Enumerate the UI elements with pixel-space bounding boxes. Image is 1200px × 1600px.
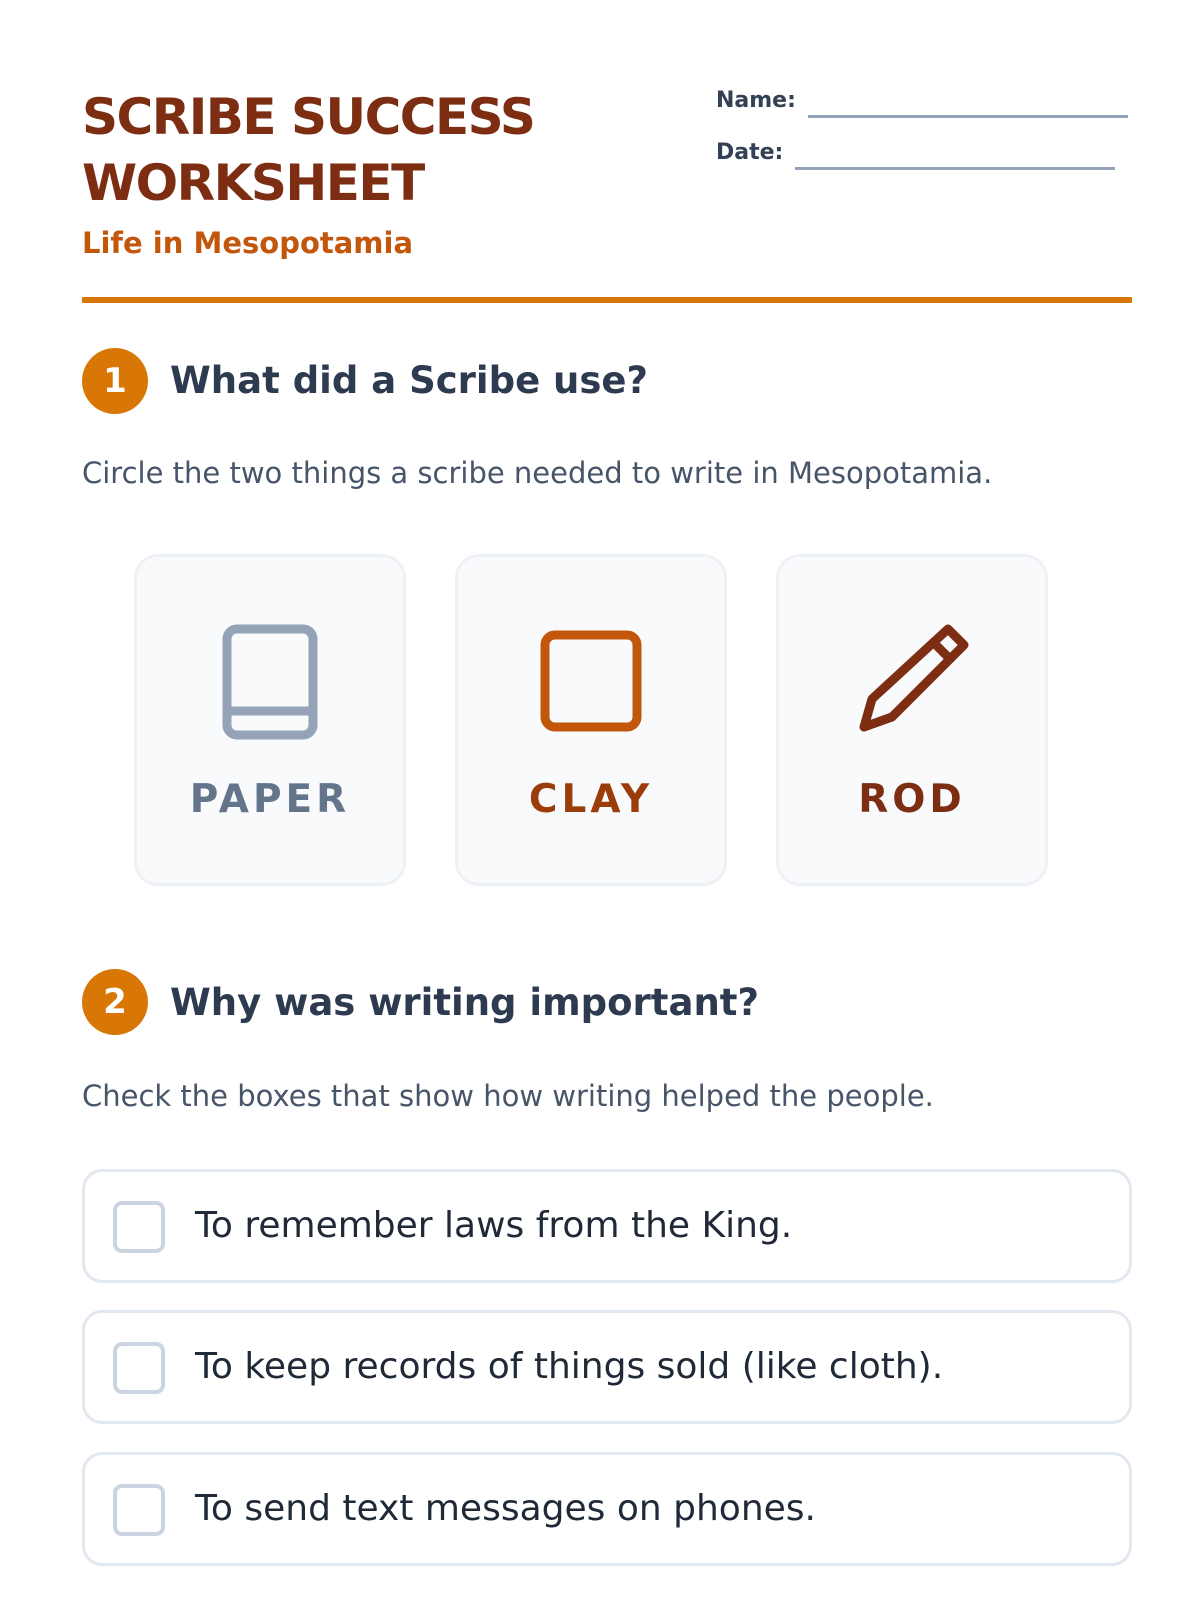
checklist-item-text: To remember laws from the King. <box>195 1205 793 1246</box>
checklist-item-text: To send text messages on phones. <box>195 1488 816 1529</box>
checklist-item[interactable] <box>82 1452 1132 1566</box>
date-line[interactable] <box>795 167 1115 170</box>
worksheet-page <box>82 0 1132 1600</box>
checklist-item-text: To keep records of things sold (like cloth). <box>195 1346 944 1387</box>
option-label-rod: ROD <box>858 777 966 822</box>
question-number-badge-2: 2 <box>82 969 148 1035</box>
checkbox[interactable] <box>113 1342 165 1394</box>
question-heading-1: What did a Scribe use? <box>170 359 648 402</box>
name-field[interactable] <box>716 88 1128 114</box>
option-label-paper: PAPER <box>189 777 351 822</box>
option-label-clay: CLAY <box>528 777 654 822</box>
checklist-item[interactable] <box>82 1169 1132 1283</box>
name-line[interactable] <box>808 115 1128 118</box>
pencil-icon <box>852 617 972 747</box>
option-card-clay[interactable] <box>455 554 727 886</box>
checkbox[interactable] <box>113 1201 165 1253</box>
page-subtitle: Life in Mesopotamia <box>82 226 414 260</box>
name-label: Name: <box>716 88 796 113</box>
question-instructions-2: Check the boxes that show how writing helped the people. <box>82 1079 934 1113</box>
book-icon <box>210 617 330 747</box>
question-number-badge-1: 1 <box>82 348 148 414</box>
checklist-item[interactable] <box>82 1310 1132 1424</box>
question-instructions-1: Circle the two things a scribe needed to write in Mesopotamia. <box>82 456 993 490</box>
square-icon <box>531 617 651 747</box>
option-card-rod[interactable] <box>776 554 1048 886</box>
header-divider <box>82 297 1132 303</box>
page-title: SCRIBE SUCCESS WORKSHEET <box>82 88 535 212</box>
date-field[interactable] <box>716 140 1115 166</box>
date-label: Date: <box>716 140 784 165</box>
question-heading-2: Why was writing important? <box>170 981 759 1024</box>
checkbox[interactable] <box>113 1484 165 1536</box>
option-card-paper[interactable] <box>134 554 406 886</box>
